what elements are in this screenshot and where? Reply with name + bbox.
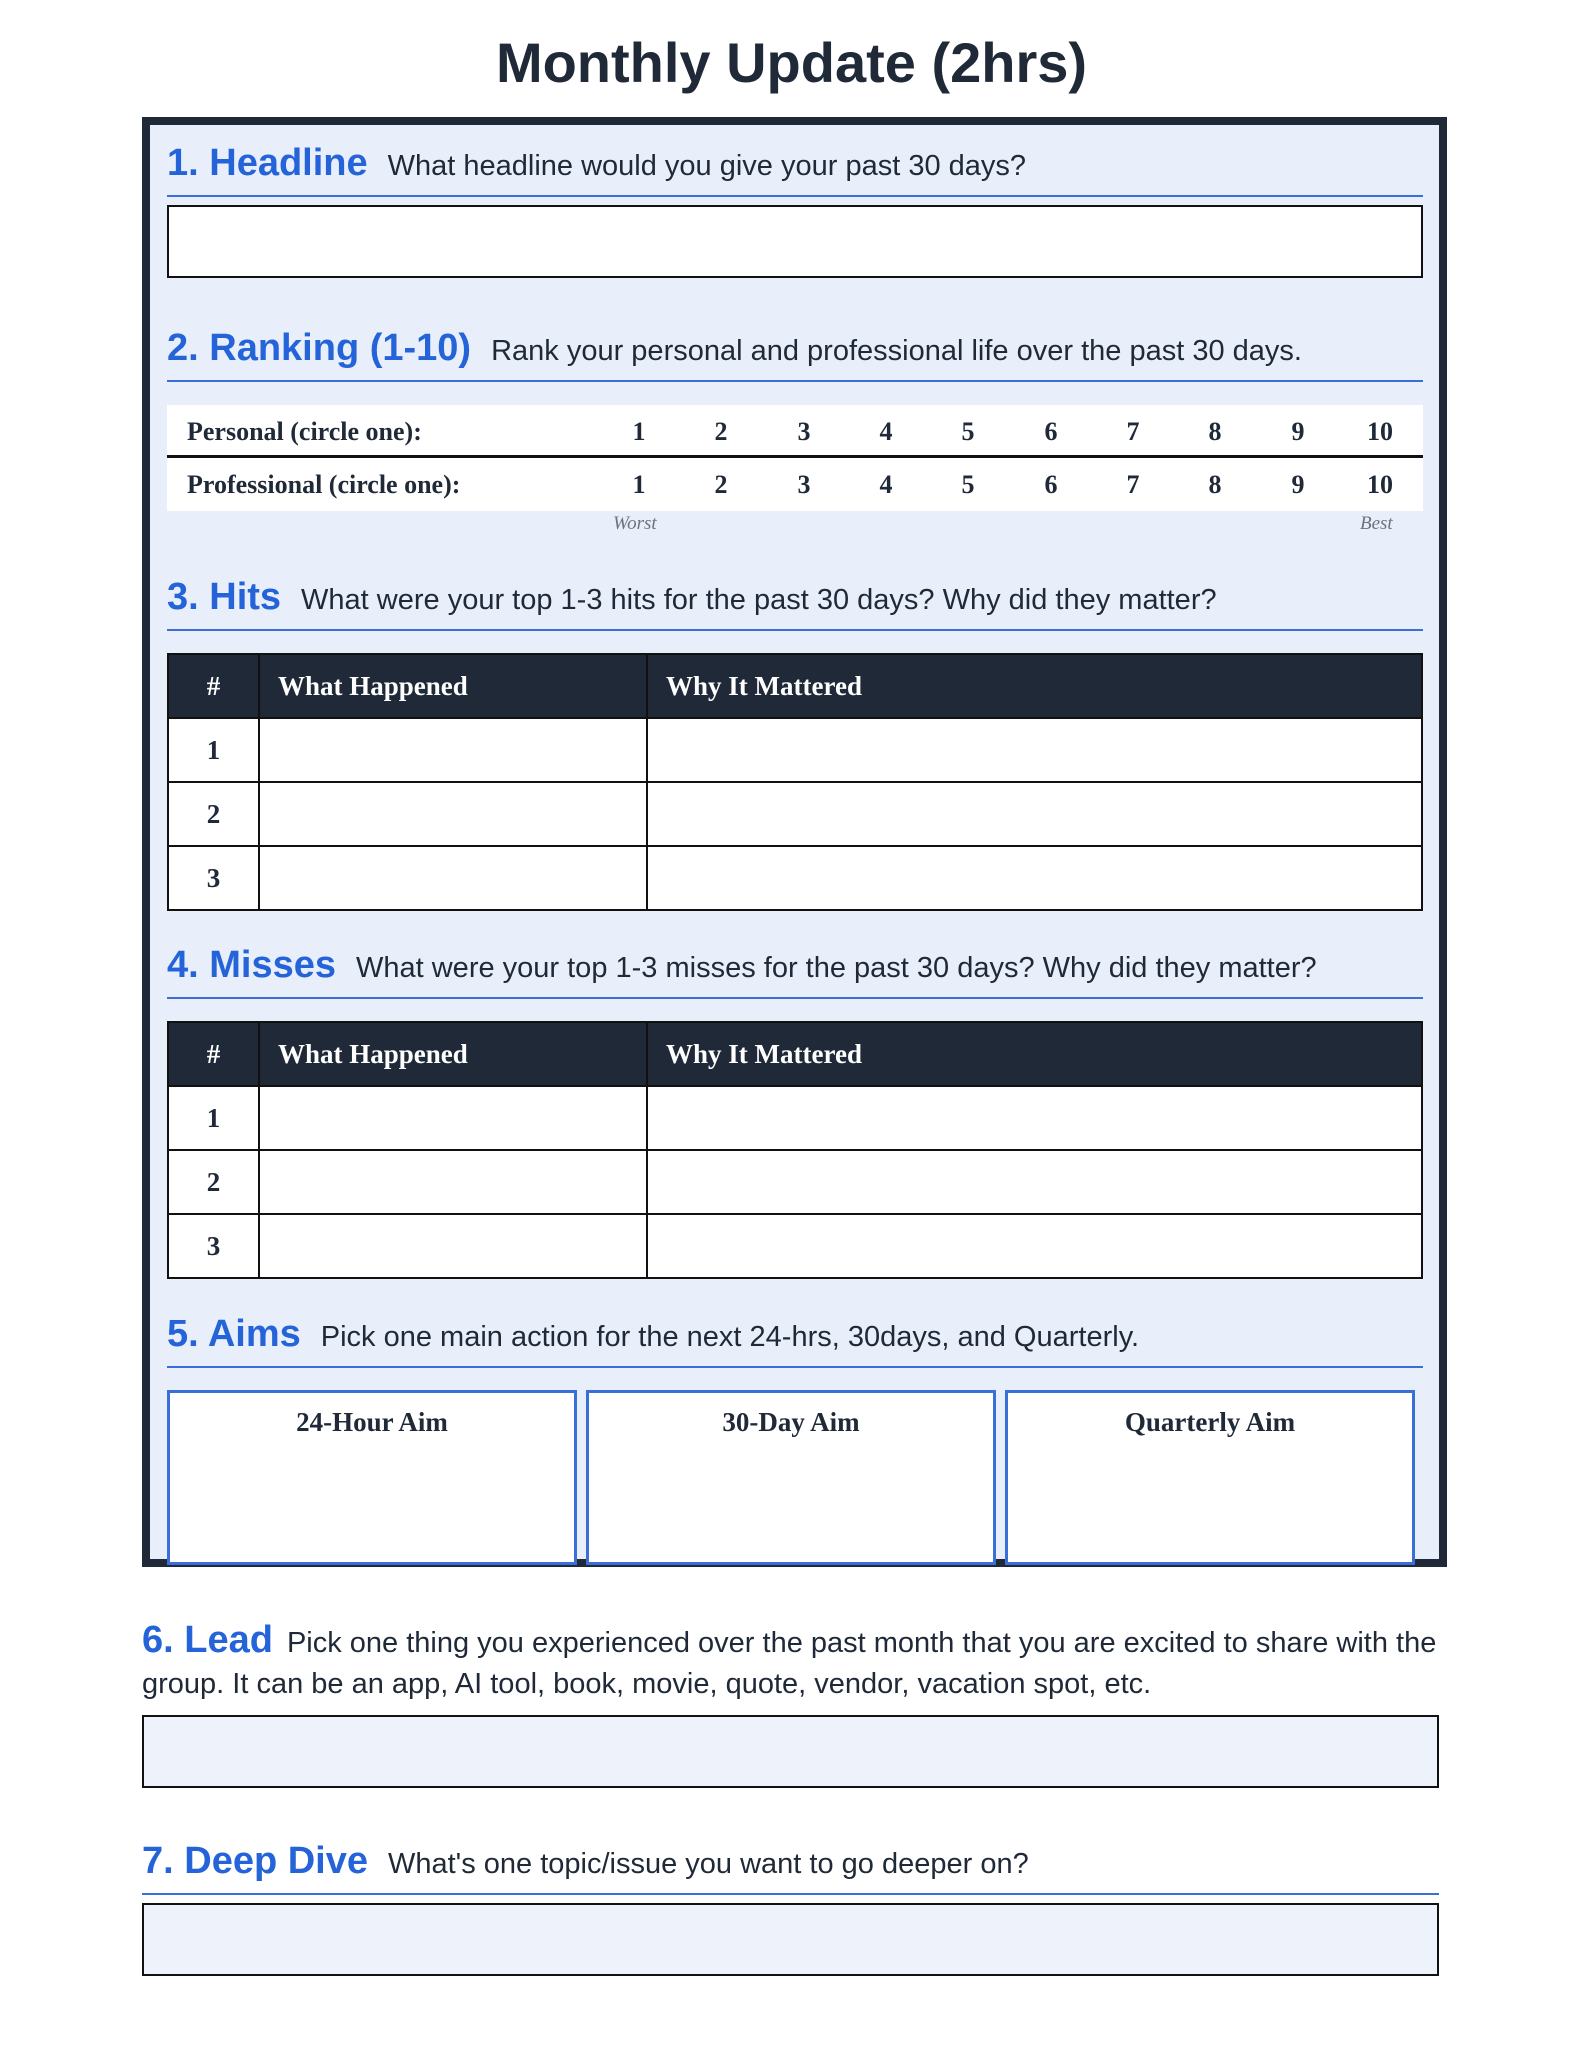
rank-option[interactable]: 9 <box>1291 470 1305 499</box>
what-happened-cell[interactable] <box>259 846 647 910</box>
column-header: # <box>168 1022 259 1086</box>
rank-option[interactable]: 4 <box>879 470 893 499</box>
section-header <box>167 944 1423 999</box>
section-prompt: Pick one main action for the next 24-hrs, 30days, and Quarterly. <box>320 1321 1140 1353</box>
rank-option[interactable]: 9 <box>1291 417 1305 446</box>
section-header <box>142 1619 1439 1719</box>
table-row <box>168 1214 1422 1278</box>
aim-24-hour-box[interactable] <box>167 1390 577 1565</box>
what-happened-cell[interactable] <box>259 782 647 846</box>
aim-30-day-box[interactable] <box>586 1390 996 1565</box>
row-number: 3 <box>168 1214 259 1278</box>
section-header <box>167 576 1423 631</box>
section-number: 7. Deep Dive <box>142 1840 368 1882</box>
rank-option[interactable]: 3 <box>797 417 811 446</box>
table-row <box>168 846 1422 910</box>
column-header: What Happened <box>259 654 647 718</box>
rank-option[interactable]: 8 <box>1208 417 1222 446</box>
rank-option[interactable]: 1 <box>632 417 646 446</box>
table-header-row <box>168 654 1422 718</box>
what-happened-cell[interactable] <box>259 1214 647 1278</box>
aim-label: 30-Day Aim <box>722 1407 860 1437</box>
section-prompt: Pick one thing you experienced over the past month that you are excited to share with the group. It can be an app, AI tool, book, movie, quote, vendor, vacation spot, etc. <box>142 1627 1437 1700</box>
section-prompt: What were your top 1-3 hits for the past 30 days? Why did they matter? <box>301 584 1217 616</box>
table-row <box>168 718 1422 782</box>
table-row <box>168 1150 1422 1214</box>
rank-option[interactable]: 4 <box>879 417 893 446</box>
what-happened-cell[interactable] <box>259 1086 647 1150</box>
section-prompt: What headline would you give your past 30 days? <box>387 150 1027 182</box>
lead-answer-box[interactable] <box>142 1715 1439 1788</box>
rank-option[interactable]: 5 <box>961 417 975 446</box>
worst-label: Worst <box>613 513 657 534</box>
section-number: 5. Aims <box>167 1313 301 1355</box>
section-ranking <box>167 327 1423 534</box>
ranking-row-professional <box>167 458 1423 511</box>
what-happened-cell[interactable] <box>259 718 647 782</box>
rank-option[interactable]: 5 <box>961 470 975 499</box>
aim-label: Quarterly Aim <box>1124 1407 1296 1437</box>
section-header <box>167 142 1423 197</box>
row-number: 1 <box>168 1086 259 1150</box>
headline-answer-box[interactable] <box>167 205 1423 278</box>
rank-option[interactable]: 10 <box>1367 417 1393 446</box>
ranking-row-label: Professional (circle one): <box>187 470 461 499</box>
what-happened-cell[interactable] <box>259 1150 647 1214</box>
table-row <box>168 1086 1422 1150</box>
column-header: # <box>168 654 259 718</box>
section-number: 3. Hits <box>167 576 282 618</box>
rank-option[interactable]: 2 <box>714 417 728 446</box>
section-header <box>167 1313 1423 1368</box>
rank-option[interactable]: 3 <box>797 470 811 499</box>
section-aims <box>167 1313 1423 1437</box>
table-header-row <box>168 1022 1422 1086</box>
section-prompt: Rank your personal and professional life over the past 30 days. <box>491 335 1302 367</box>
section-header <box>142 1840 1439 1895</box>
rank-option[interactable]: 6 <box>1044 470 1058 499</box>
row-number: 2 <box>168 782 259 846</box>
section-lead <box>142 1619 1439 1719</box>
column-header: Why It Mattered <box>647 1022 1422 1086</box>
section-headline <box>167 142 1423 197</box>
aim-label: 24-Hour Aim <box>296 1407 448 1437</box>
section-number: 6. Lead <box>142 1619 273 1661</box>
column-header: Why It Mattered <box>647 654 1422 718</box>
why-it-mattered-cell[interactable] <box>647 1086 1422 1150</box>
rank-option[interactable]: 8 <box>1208 470 1222 499</box>
section-hits <box>167 576 1423 893</box>
section-misses <box>167 944 1423 1261</box>
row-number: 2 <box>168 1150 259 1214</box>
section-header <box>167 327 1423 382</box>
best-label: Best <box>1360 513 1393 534</box>
section-number: 1. Headline <box>167 142 368 184</box>
hits-table <box>167 653 1423 911</box>
page-title: Monthly Update (2hrs) <box>495 31 1088 94</box>
rank-option[interactable]: 2 <box>714 470 728 499</box>
section-number: 2. Ranking (1-10) <box>167 327 472 369</box>
why-it-mattered-cell[interactable] <box>647 1150 1422 1214</box>
section-prompt: What were your top 1-3 misses for the past 30 days? Why did they matter? <box>356 952 1317 984</box>
rank-option[interactable]: 7 <box>1126 470 1140 499</box>
aim-quarterly-box[interactable] <box>1005 1390 1415 1565</box>
why-it-mattered-cell[interactable] <box>647 718 1422 782</box>
deep-dive-answer-box[interactable] <box>142 1903 1439 1976</box>
rank-option[interactable]: 1 <box>632 470 646 499</box>
ranking-row-label: Personal (circle one): <box>187 417 422 446</box>
section-number: 4. Misses <box>167 944 336 986</box>
rank-option[interactable]: 10 <box>1367 470 1393 499</box>
row-number: 1 <box>168 718 259 782</box>
why-it-mattered-cell[interactable] <box>647 846 1422 910</box>
rank-option[interactable]: 7 <box>1126 417 1140 446</box>
why-it-mattered-cell[interactable] <box>647 782 1422 846</box>
ranking-row-personal <box>167 405 1423 458</box>
why-it-mattered-cell[interactable] <box>647 1214 1422 1278</box>
table-row <box>168 782 1422 846</box>
section-prompt: What's one topic/issue you want to go deeper on? <box>388 1848 1029 1880</box>
rank-option[interactable]: 6 <box>1044 417 1058 446</box>
row-number: 3 <box>168 846 259 910</box>
section-deep-dive <box>142 1840 1439 1895</box>
misses-table <box>167 1021 1423 1279</box>
column-header: What Happened <box>259 1022 647 1086</box>
ranking-table <box>167 405 1423 511</box>
